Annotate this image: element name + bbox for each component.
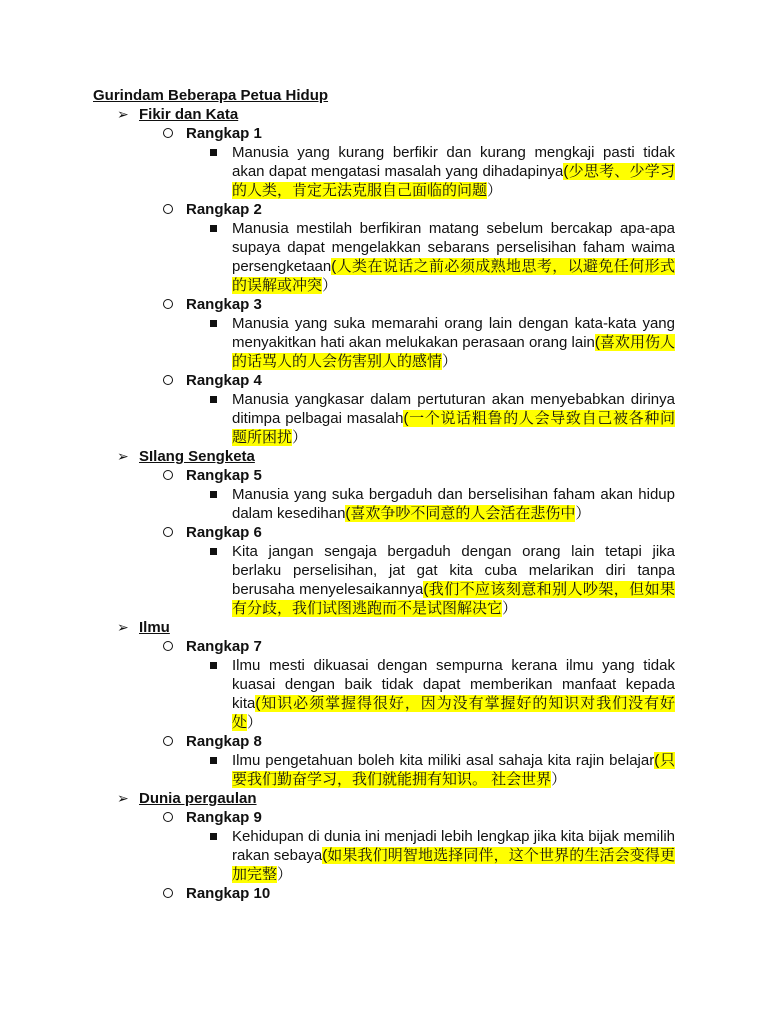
hollow-circle-bullet-icon (163, 527, 173, 537)
section-heading-label: SIlang Sengketa (139, 448, 255, 465)
verse-text (93, 219, 675, 295)
section-dunia-pergaulan (93, 789, 675, 903)
verse-chinese-highlight: (少思考、少学习的人类，肯定无法克服自己面临的问题 (232, 163, 675, 199)
verse-malay: Kita jangan sengaja bergaduh dengan orang lain tetapi jika berlaku perselisihan, jat gat kita cuba melarikan diri tanpa berusaha menyelesaikannya (232, 543, 675, 598)
filled-square-bullet-icon (210, 757, 217, 764)
filled-square-bullet-icon (210, 225, 217, 232)
filled-square-bullet-icon (210, 662, 217, 669)
hollow-circle-bullet-icon (163, 375, 173, 385)
stanza-label: Rangkap 8 (186, 733, 262, 750)
stanza-2 (93, 200, 675, 295)
document-title: Gurindam Beberapa Petua Hidup (93, 87, 329, 104)
verse-chinese-highlight: (只要我们勤奋学习，我们就能拥有知识。 社会世界 (232, 752, 675, 788)
stanza-heading (93, 295, 675, 314)
verse-text (93, 314, 675, 371)
arrowhead-bullet-icon: ➢ (117, 448, 129, 464)
arrowhead-bullet-icon: ➢ (117, 619, 129, 635)
stanza-heading (93, 466, 675, 485)
verse-text (93, 485, 675, 523)
hollow-circle-bullet-icon (163, 299, 173, 309)
stanza-7 (93, 637, 675, 732)
verse-chinese-highlight: (如果我们明智地选择同伴，这个世界的生活会变得更加完整 (232, 847, 676, 883)
verse-closing: ） (277, 866, 293, 883)
stanza-heading (93, 808, 675, 827)
stanza-label: Rangkap 5 (186, 467, 262, 484)
verse-malay: Manusia yangkasar dalam pertuturan akan menyebabkan dirinya ditimpa pelbagai masalah (232, 391, 675, 427)
verse-chinese-highlight: (喜欢用伤人的话骂人的人会伤害别人的感情 (232, 334, 675, 370)
hollow-circle-bullet-icon (163, 641, 173, 651)
arrowhead-bullet-icon: ➢ (117, 790, 129, 806)
stanza-9 (93, 808, 675, 884)
filled-square-bullet-icon (210, 491, 217, 498)
verse-text (93, 390, 675, 447)
verse-closing: ） (551, 771, 567, 788)
hollow-circle-bullet-icon (163, 812, 173, 822)
stanza-8 (93, 732, 675, 789)
verse-text (93, 751, 675, 789)
verse-malay: Manusia yang kurang berfikir dan kurang mengkaji pasti tidak akan dapat mengatasi masalah yang dihadapinya (232, 144, 675, 180)
section-heading (93, 105, 675, 124)
verse-malay: Manusia yang suka memarahi orang lain dengan kata-kata yang menyakitkan hati akan melukakan perasaan orang lain (232, 315, 675, 351)
stanza-10 (93, 884, 675, 903)
verse-text (93, 143, 675, 200)
verse-malay: Ilmu pengetahuan boleh kita miliki asal sahaja kita rajin belajar (232, 752, 655, 769)
verse-closing: ） (575, 505, 591, 522)
stanza-label: Rangkap 4 (186, 372, 262, 389)
verse-text (93, 542, 675, 618)
stanza-6 (93, 523, 675, 618)
filled-square-bullet-icon (210, 320, 217, 327)
verse-closing: ） (487, 182, 503, 199)
stanza-heading (93, 884, 675, 903)
section-heading (93, 447, 675, 466)
verse-closing: ） (247, 714, 263, 731)
verse-malay: Kehidupan di dunia ini menjadi lebih lengkap jika kita bijak memilih rakan sebaya (232, 828, 675, 864)
verse-closing: ） (502, 600, 518, 617)
section-heading (93, 789, 675, 808)
filled-square-bullet-icon (210, 149, 217, 156)
filled-square-bullet-icon (210, 833, 217, 840)
verse-malay: Manusia mestilah berfikiran matang sebelum bercakap apa-apa supaya dapat mengelakkan sebarans perselisihan faham waima persengketaan (232, 220, 675, 275)
stanza-label: Rangkap 6 (186, 524, 262, 541)
verse-text (93, 656, 675, 732)
section-heading-label: Fikir dan Kata (139, 106, 239, 123)
filled-square-bullet-icon (210, 396, 217, 403)
verse-malay: Manusia yang suka bergaduh dan berselisihan faham akan hidup dalam kesedihan (232, 486, 675, 522)
stanza-label: Rangkap 7 (186, 638, 262, 655)
section-fikir-dan-kata (93, 105, 675, 447)
section-heading (93, 618, 675, 637)
verse-chinese-highlight: (知识必须掌握得很好，因为没有掌握好的知识对我们没有好处 (232, 695, 675, 731)
stanza-label: Rangkap 10 (186, 885, 271, 902)
stanza-4 (93, 371, 675, 447)
stanza-5 (93, 466, 675, 523)
stanza-heading (93, 523, 675, 542)
stanza-heading (93, 371, 675, 390)
hollow-circle-bullet-icon (163, 470, 173, 480)
section-heading-label: Dunia pergaulan (139, 790, 257, 807)
verse-chinese-highlight: (一个说话粗鲁的人会导致自己被各种问题所困扰 (232, 410, 675, 446)
stanza-heading (93, 732, 675, 751)
stanza-label: Rangkap 3 (186, 296, 262, 313)
verse-closing: ） (322, 277, 338, 294)
stanza-heading (93, 200, 675, 219)
verse-chinese-highlight: (喜欢争吵不同意的人会活在悲伤中 (345, 505, 576, 522)
filled-square-bullet-icon (210, 548, 217, 555)
hollow-circle-bullet-icon (163, 888, 173, 898)
verse-closing: ） (292, 429, 308, 446)
document-page (93, 86, 675, 903)
section-heading-label: Ilmu (139, 619, 170, 636)
verse-chinese-highlight: (人类在说话之前必须成熟地思考，以避免任何形式的误解或冲突 (232, 258, 675, 294)
stanza-heading (93, 124, 675, 143)
hollow-circle-bullet-icon (163, 736, 173, 746)
stanza-heading (93, 637, 675, 656)
stanza-label: Rangkap 2 (186, 201, 262, 218)
arrowhead-bullet-icon: ➢ (117, 106, 129, 122)
stanza-1 (93, 124, 675, 200)
verse-chinese-highlight: (我们不应该刻意和别人吵架，但如果有分歧，我们试图逃跑而不是试图解决它 (232, 581, 675, 617)
verse-text (93, 827, 675, 884)
verse-closing: ） (442, 353, 458, 370)
stanza-label: Rangkap 1 (186, 125, 262, 142)
section-ilmu (93, 618, 675, 789)
stanza-label: Rangkap 9 (186, 809, 262, 826)
stanza-3 (93, 295, 675, 371)
hollow-circle-bullet-icon (163, 204, 173, 214)
hollow-circle-bullet-icon (163, 128, 173, 138)
section-silang-sengketa (93, 447, 675, 618)
verse-malay: Ilmu mesti dikuasai dengan sempurna kerana ilmu yang tidak kuasai dengan baik tidak dapat memberikan manfaat kepada kita (232, 657, 675, 712)
